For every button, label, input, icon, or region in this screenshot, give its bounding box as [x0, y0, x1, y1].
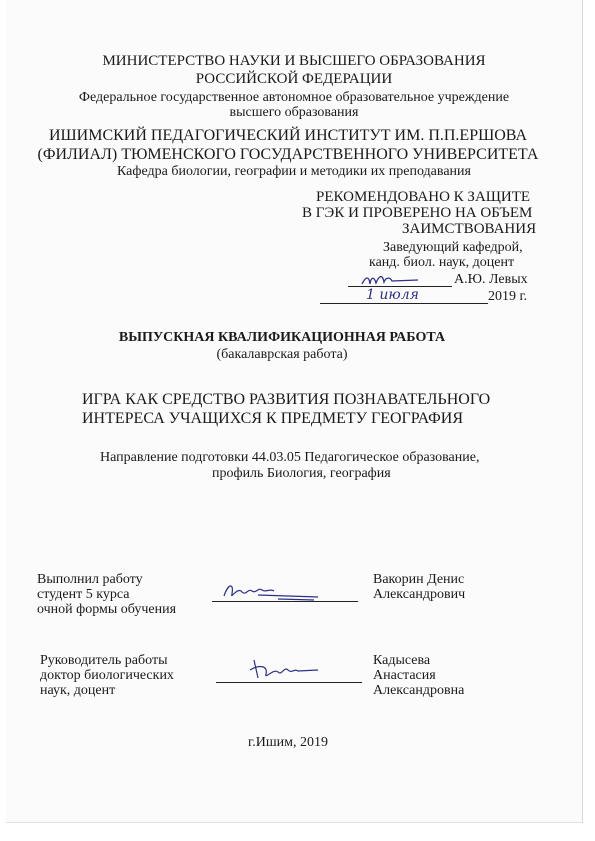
approval-year: 2019 г.: [488, 289, 528, 304]
handwritten-date: 1 июля: [366, 287, 419, 303]
federal-line1: Федеральное государственное автономное образовательное учреждение: [78, 90, 510, 105]
supervisor-signature: [246, 654, 336, 684]
date-line: [320, 303, 488, 304]
work-type: ВЫПУСКНАЯ КВАЛИФИКАЦИОННАЯ РАБОТА: [118, 330, 446, 345]
student-signature: [218, 578, 328, 604]
student-label-line1: Выполнил работу: [37, 572, 143, 587]
work-title-line2: ИНТЕРЕСА УЧАЩИХСЯ К ПРЕДМЕТУ ГЕОГРАФИЯ: [82, 410, 464, 427]
work-subtype: (бакалаврская работа): [216, 347, 348, 362]
head-name: А.Ю. Левых: [454, 272, 528, 287]
supervisor-name-line2: Анастасия: [373, 668, 436, 683]
ministry-line1: МИНИСТЕРСТВО НАУКИ И ВЫСШЕГО ОБРАЗОВАНИЯ: [102, 53, 486, 69]
approval-line3: ЗАИМСТВОВАНИЯ: [402, 221, 537, 237]
approval-line1: РЕКОМЕНДОВАНО К ЗАЩИТЕ: [316, 189, 531, 205]
institute-line1: ИШИМСКИЙ ПЕДАГОГИЧЕСКИЙ ИНСТИТУТ ИМ. П.П.ЕРШОВА: [48, 127, 528, 144]
institute-line2: (ФИЛИАЛ) ТЮМЕНСКОГО ГОСУДАРСТВЕННОГО УНИВЕРСИТЕТА: [37, 146, 539, 163]
city-year: г.Ишим, 2019: [248, 735, 328, 750]
direction-line2: профиль Биология, география: [212, 466, 391, 481]
work-title-line1: ИГРА КАК СРЕДСТВО РАЗВИТИЯ ПОЗНАВАТЕЛЬНОГО: [82, 391, 491, 408]
supervisor-label-line1: Руководитель работы: [40, 653, 168, 668]
student-name-line1: Вакорин Денис: [373, 572, 465, 587]
supervisor-name-line3: Александровна: [373, 683, 465, 698]
department-name: Кафедра биологии, географии и методики их преподавания: [117, 164, 471, 179]
approval-line2: В ГЭК И ПРОВЕРЕНО НА ОБЪЕМ: [302, 205, 533, 221]
supervisor-name-line1: Кадысева: [373, 653, 431, 668]
student-label-line2: студент 5 курса: [37, 587, 130, 602]
supervisor-label-line2: доктор биологических: [40, 668, 174, 683]
federal-line2: высшего образования: [229, 105, 359, 120]
ministry-line2: РОССИЙСКОЙ ФЕДЕРАЦИИ: [195, 71, 393, 87]
student-label-line3: очной формы обучения: [37, 602, 177, 617]
head-title-line1: Заведующий кафедрой,: [383, 240, 523, 255]
title-page: [6, 0, 583, 823]
supervisor-label-line3: наук, доцент: [40, 683, 116, 698]
student-name-line2: Александрович: [373, 587, 466, 602]
direction-line1: Направление подготовки 44.03.05 Педагогическое образование,: [100, 450, 480, 465]
head-title-line2: канд. биол. наук, доцент: [369, 255, 515, 270]
